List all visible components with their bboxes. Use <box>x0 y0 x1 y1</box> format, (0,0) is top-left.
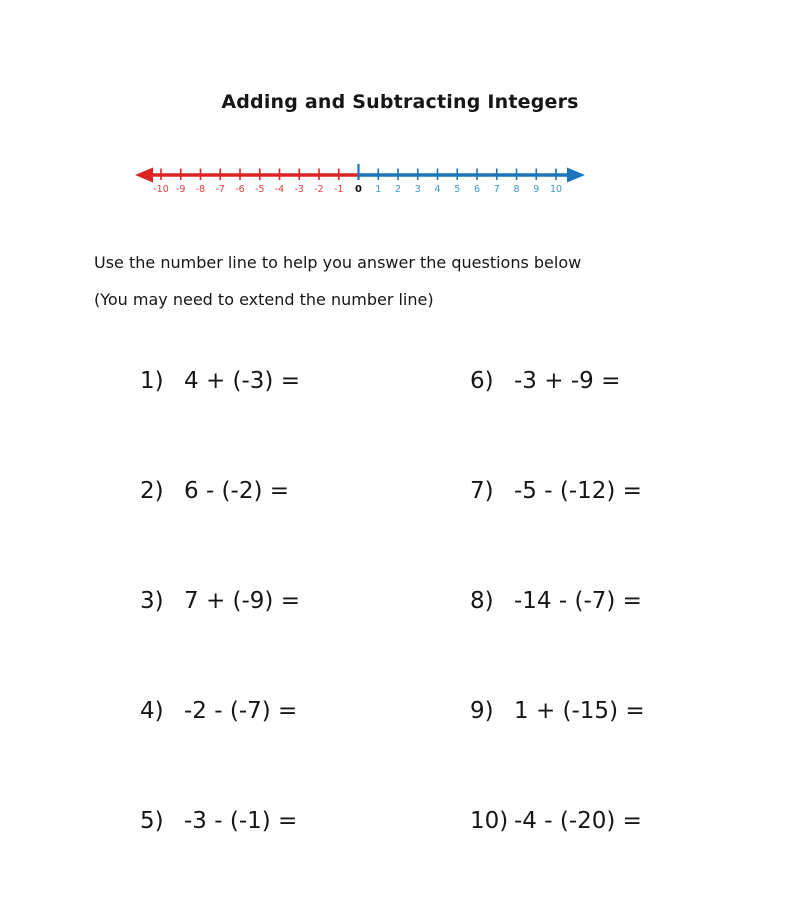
tick-label: -10 <box>153 184 169 195</box>
instruction-line-1: Use the number line to help you answer the questions below <box>94 253 582 272</box>
question-row <box>140 366 700 476</box>
question-7 <box>470 476 700 506</box>
question-number: 10) <box>470 808 509 834</box>
tick-label: -3 <box>294 184 304 195</box>
instructions <box>94 252 714 326</box>
tick-label: 6 <box>473 184 481 195</box>
tick-label: 1 <box>375 184 382 195</box>
tick-label: -5 <box>255 184 265 195</box>
right-arrow-icon <box>567 168 585 183</box>
question-number: 7) <box>470 478 494 504</box>
question-expression: -14 - (-7) = <box>514 588 642 614</box>
question-8 <box>470 586 700 616</box>
tick-label: -1 <box>334 184 344 195</box>
question-5 <box>140 806 470 836</box>
question-expression: -3 + -9 = <box>514 368 621 394</box>
tick-label: -4 <box>274 184 285 195</box>
question-expression: -3 - (-1) = <box>184 808 298 834</box>
question-9 <box>470 696 700 726</box>
tick-label: 2 <box>394 184 402 195</box>
tick-label: 9 <box>533 184 540 195</box>
number-line-graphic <box>130 155 590 205</box>
tick-label: -7 <box>215 184 225 195</box>
question-row <box>140 476 700 586</box>
tick-label: 3 <box>414 184 421 195</box>
question-expression: 4 + (-3) = <box>184 368 300 394</box>
tick-label: -8 <box>195 184 206 195</box>
tick-label: 5 <box>454 184 461 195</box>
question-expression: -2 - (-7) = <box>184 698 298 724</box>
question-expression: 1 + (-15) = <box>514 698 645 724</box>
tick-label: 0 <box>355 184 362 195</box>
tick-label: 7 <box>493 184 500 195</box>
question-number: 9) <box>470 698 494 724</box>
question-expression: 6 - (-2) = <box>184 478 290 504</box>
question-expression: 7 + (-9) = <box>184 588 300 614</box>
question-number: 8) <box>470 588 494 614</box>
question-number: 3) <box>140 588 164 614</box>
question-3 <box>140 586 470 616</box>
page-title: Adding and Subtracting Integers <box>221 91 579 113</box>
question-1 <box>140 366 470 396</box>
tick-label: -2 <box>314 184 324 195</box>
left-arrow-icon <box>135 168 153 183</box>
question-expression: -5 - (-12) = <box>514 478 642 504</box>
question-number: 2) <box>140 478 164 504</box>
tick-label: -9 <box>176 184 186 195</box>
question-number: 5) <box>140 808 164 834</box>
question-number: 4) <box>140 698 164 724</box>
tick-label: 8 <box>513 184 520 195</box>
question-2 <box>140 476 470 506</box>
question-6 <box>470 366 700 396</box>
question-row <box>140 586 700 696</box>
question-10 <box>470 806 700 836</box>
question-number: 6) <box>470 368 494 394</box>
question-row <box>140 806 700 916</box>
question-expression: -4 - (-20) = <box>514 808 642 834</box>
question-4 <box>140 696 470 726</box>
number-line <box>130 155 590 205</box>
tick-label: 4 <box>434 184 441 195</box>
tick-label: 10 <box>549 184 563 195</box>
question-list <box>140 366 700 916</box>
instruction-line-2: (You may need to extend the number line) <box>94 290 434 309</box>
tick-label: -6 <box>235 184 245 195</box>
question-number: 1) <box>140 368 164 394</box>
question-row <box>140 696 700 806</box>
